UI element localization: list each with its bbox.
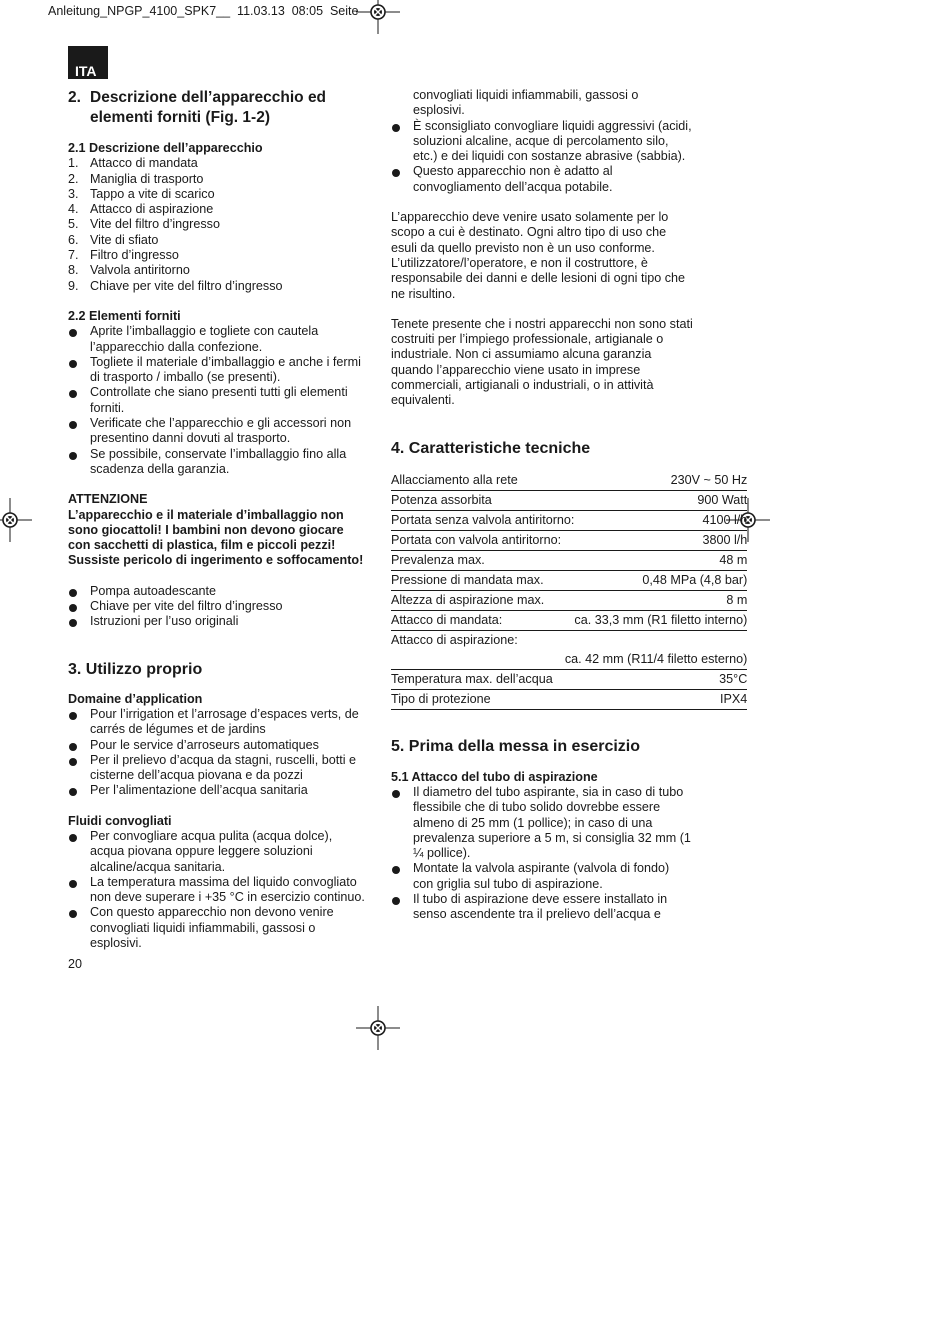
specs-table bbox=[391, 471, 747, 710]
list-item bbox=[68, 416, 368, 447]
item-text: Il tubo di aspirazione deve essere installato in senso ascendente tra il prelievo dell’acqua e bbox=[413, 892, 668, 922]
spec-key: Tipo di protezione bbox=[391, 691, 491, 706]
item-text: Istruzioni per l’uso originali bbox=[90, 614, 239, 629]
bullet-icon bbox=[69, 880, 77, 888]
fluids-list bbox=[68, 828, 368, 951]
spec-value: IPX4 bbox=[720, 691, 748, 706]
table-row bbox=[391, 530, 747, 550]
list-item bbox=[391, 861, 693, 892]
bullet-icon bbox=[392, 866, 400, 874]
bullet-icon bbox=[69, 712, 77, 720]
list-item bbox=[68, 217, 368, 232]
table-row bbox=[391, 610, 747, 630]
supplied-steps-list bbox=[68, 324, 368, 477]
page-number: 20 bbox=[68, 957, 83, 971]
item-label: Attacco di mandata bbox=[90, 156, 198, 171]
item-text: Controllate che siano presenti tutti gli elementi forniti. bbox=[90, 385, 348, 415]
bullet-icon bbox=[392, 169, 400, 177]
item-number: 8. bbox=[68, 263, 79, 278]
item-text: Montate la valvola aspirante (valvola di fondo) con griglia sul tubo di aspirazione. bbox=[413, 861, 670, 891]
table-row bbox=[391, 570, 747, 590]
supplied-items-list bbox=[68, 584, 368, 630]
parts-list bbox=[68, 156, 368, 294]
spec-key: Portata senza valvola antiritorno: bbox=[391, 512, 575, 527]
item-number: 6. bbox=[68, 232, 79, 247]
item-text: Per l’alimentazione dell’acqua sanitaria bbox=[90, 783, 308, 798]
item-label: Vite del filtro d’ingresso bbox=[90, 217, 220, 232]
table-row bbox=[391, 590, 747, 610]
item-text: È sconsigliato convogliare liquidi aggressivi (acidi, soluzioni alcaline, acque di percolamento silo, etc.) e dei liquidi con sostanze abrasive (sabbia). bbox=[413, 118, 692, 164]
item-text: Il diametro del tubo aspirante, sia in caso di tubo flessibile che di tubo solido dovrebbe essere almeno di 25 mm (1 pollice); in caso di una prevalenza superiore a 5 m, si consiglia 32 mm (1 ¼ pollice). bbox=[413, 784, 691, 861]
list-item bbox=[68, 584, 368, 599]
list-item bbox=[68, 385, 368, 416]
right-column bbox=[391, 88, 748, 923]
item-text: Per convogliare acqua pulita (acqua dolce), acqua piovana oppure leggere soluzioni alcaline/acqua sanitaria. bbox=[90, 828, 333, 874]
bullet-icon bbox=[69, 421, 77, 429]
list-item bbox=[68, 753, 368, 784]
suction-cell bbox=[391, 630, 747, 669]
item-label: Chiave per vite del filtro d’ingresso bbox=[90, 278, 283, 293]
spec-value: 4100 l/h bbox=[702, 512, 748, 527]
language-tab: ITA bbox=[68, 46, 108, 79]
spec-key: Pressione di mandata max. bbox=[391, 572, 544, 587]
item-label: Valvola antiritorno bbox=[90, 263, 190, 278]
item-number: 9. bbox=[68, 278, 79, 293]
table-row bbox=[391, 490, 747, 510]
bullet-icon bbox=[69, 910, 77, 918]
item-text: Per il prelievo d’acqua da stagni, ruscelli, botti e cisterne dell’acqua piovana e da pozzi bbox=[90, 752, 357, 783]
list-item bbox=[68, 875, 368, 906]
bullet-icon bbox=[69, 788, 77, 796]
suction-hose-list bbox=[391, 785, 693, 923]
warning-text: L’apparecchio e il materiale d’imballaggio non sono giocattoli! I bambini non devono giocare con sacchetti di plastica, film e piccoli pezzi! Sussiste pericolo di ingerimento e soffocamento! bbox=[68, 507, 364, 568]
list-item bbox=[391, 785, 693, 861]
spec-key: Potenza assorbita bbox=[391, 492, 492, 507]
list-item bbox=[68, 263, 368, 278]
bullet-icon bbox=[69, 758, 77, 766]
item-text: Togliete il materiale d’imballaggio e anche i fermi di trasporto / imballo (se presenti). bbox=[90, 354, 361, 385]
item-text: Aprite l’imballaggio e togliete con cautela l’apparecchio dalla confezione. bbox=[90, 324, 319, 354]
item-number: 5. bbox=[68, 217, 79, 232]
list-item bbox=[68, 738, 368, 753]
table-row bbox=[391, 630, 747, 669]
fluids-list-continued bbox=[391, 119, 693, 195]
item-text: Chiave per vite del filtro d’ingresso bbox=[90, 599, 283, 614]
fluids-continuation: convogliati liquidi infiammabili, gassosi o esplosivi. bbox=[413, 88, 639, 118]
slug-time: 08:05 bbox=[291, 4, 324, 18]
section-2-heading bbox=[68, 88, 368, 127]
section-4-title: 4. Caratteristiche tecniche bbox=[391, 439, 591, 457]
list-item bbox=[68, 172, 368, 187]
list-item bbox=[68, 202, 368, 217]
slug-filename: Anleitung_NPGP_4100_SPK7__ bbox=[48, 4, 231, 18]
fluids-title: Fluidi convogliati bbox=[68, 813, 172, 828]
subsection-2-2-title: 2.2 Elementi forniti bbox=[68, 308, 181, 323]
bullet-icon bbox=[69, 604, 77, 612]
spec-key: Altezza di aspirazione max. bbox=[391, 592, 545, 607]
spec-value: ca. 42 mm (R11/4 filetto esterno) bbox=[564, 651, 748, 666]
section-2-title bbox=[90, 88, 326, 127]
application-title: Domaine d’application bbox=[68, 691, 203, 706]
item-number: 2. bbox=[68, 171, 79, 186]
item-text: Verificate che l’apparecchio e gli accessori non presentino danni dovuti al trasporto. bbox=[90, 416, 352, 446]
table-row bbox=[391, 689, 747, 709]
section-2-number: 2. bbox=[68, 89, 81, 106]
section-5-title: 5. Prima della messa in esercizio bbox=[391, 737, 641, 755]
bullet-icon bbox=[392, 790, 400, 798]
warning-title: ATTENZIONE bbox=[68, 492, 148, 507]
item-text: Pompa autoadescante bbox=[90, 583, 217, 598]
bullet-icon bbox=[69, 452, 77, 460]
registration-mark-icon bbox=[356, 1006, 400, 1050]
application-list bbox=[68, 707, 368, 799]
spec-value: 3800 l/h bbox=[702, 532, 748, 547]
spec-key: Prevalenza max. bbox=[391, 552, 485, 567]
bullet-icon bbox=[392, 897, 400, 905]
print-slug bbox=[48, 4, 358, 19]
registration-mark-icon bbox=[356, 0, 400, 34]
item-text: Pour le service d’arroseurs automatiques bbox=[90, 737, 319, 752]
table-row bbox=[391, 510, 747, 530]
list-item bbox=[68, 248, 368, 263]
spec-value: 35°C bbox=[719, 671, 748, 686]
bullet-icon bbox=[69, 743, 77, 751]
bullet-icon bbox=[69, 589, 77, 597]
bullet-icon bbox=[69, 360, 77, 368]
registration-mark-icon bbox=[0, 498, 32, 542]
warranty-paragraph: Tenete presente che i nostri apparecchi non sono stati costruiti per l’impiego professionale, artigianale o industriale. Non ci assumiamo alcuna garanzia quando l’apparecchio viene usato in imprese commerciali, artigianali o industriali, o in attività equivalenti. bbox=[391, 316, 693, 408]
item-text: Se possibile, conservate l’imballaggio fino alla scadenza della garanzia. bbox=[90, 446, 347, 476]
list-item bbox=[391, 164, 693, 195]
spec-value: 0,48 MPa (4,8 bar) bbox=[642, 572, 748, 587]
subsection-2-1-title: 2.1 Descrizione dell’apparecchio bbox=[68, 141, 263, 155]
bullet-icon bbox=[392, 124, 400, 132]
section-2-title-line1: Descrizione dell’apparecchio ed bbox=[90, 89, 327, 106]
list-item bbox=[68, 783, 368, 798]
spec-value: 8 m bbox=[726, 592, 748, 607]
intended-use-paragraph: L’apparecchio deve venire usato solamente per lo scopo a cui è destinato. Ogni altro tipo di uso che esuli da quello previsto non è un uso conforme. L’utilizzatore/l’operatore, e non il costruttore, è responsabile dei danni e delle lesioni di ogni tipo che ne risultino. bbox=[391, 210, 686, 301]
list-item bbox=[68, 187, 368, 202]
list-item bbox=[391, 119, 693, 165]
bullet-icon bbox=[69, 390, 77, 398]
list-item bbox=[68, 447, 368, 478]
spec-key: Allacciamento alla rete bbox=[391, 472, 518, 487]
spec-key: Attacco di aspirazione: bbox=[391, 632, 518, 647]
list-item bbox=[68, 614, 368, 629]
item-number: 3. bbox=[68, 186, 79, 201]
table-row bbox=[391, 550, 747, 570]
table-row bbox=[391, 471, 747, 491]
list-item bbox=[68, 599, 368, 614]
item-text: La temperatura massima del liquido convogliato non deve superare i +35 °C in esercizio continuo. bbox=[90, 874, 365, 905]
item-number: 4. bbox=[68, 202, 79, 217]
item-text: Con questo apparecchio non devono venire convogliati liquidi infiammabili, gassosi o esplosivi. bbox=[90, 905, 334, 951]
spec-key: Portata con valvola antiritorno: bbox=[391, 532, 562, 547]
section-2-title-line2: elementi forniti (Fig. 1-2) bbox=[90, 108, 270, 126]
section-3-title: 3. Utilizzo proprio bbox=[68, 660, 203, 678]
left-column bbox=[68, 88, 368, 951]
bullet-icon bbox=[69, 619, 77, 627]
bullet-icon bbox=[69, 834, 77, 842]
item-label: Vite di sfiato bbox=[90, 232, 159, 247]
bullet-icon bbox=[69, 329, 77, 337]
list-item bbox=[68, 905, 368, 951]
spec-value: 48 m bbox=[719, 552, 748, 567]
item-label: Filtro d’ingresso bbox=[90, 248, 179, 263]
table-row bbox=[391, 669, 747, 689]
list-item bbox=[68, 279, 368, 294]
list-item bbox=[68, 324, 368, 355]
slug-page-label: Seite bbox=[329, 4, 359, 18]
item-text: Pour l’irrigation et l’arrosage d’espaces verts, de carrés de légumes et de jardins bbox=[90, 706, 359, 737]
list-item bbox=[68, 156, 368, 171]
list-item bbox=[68, 233, 368, 248]
item-number: 1. bbox=[68, 156, 79, 171]
spec-value: 900 Watt bbox=[697, 492, 748, 507]
spec-key: Attacco di mandata: bbox=[391, 612, 503, 627]
spec-key: Temperatura max. dell’acqua bbox=[391, 671, 553, 686]
item-label: Attacco di aspirazione bbox=[90, 202, 214, 217]
spec-value: 230V ~ 50 Hz bbox=[670, 472, 748, 487]
list-item bbox=[391, 892, 693, 923]
slug-date: 11.03.13 bbox=[237, 4, 285, 18]
list-item bbox=[68, 829, 368, 875]
item-text: Questo apparecchio non è adatto al convogliamento dell’acqua potabile. bbox=[413, 164, 613, 194]
list-item bbox=[68, 707, 368, 738]
item-number: 7. bbox=[68, 248, 79, 263]
subsection-5-1-title: 5.1 Attacco del tubo di aspirazione bbox=[391, 769, 598, 784]
spec-value: ca. 33,3 mm (R1 filetto interno) bbox=[574, 612, 748, 627]
item-label: Tappo a vite di scarico bbox=[90, 186, 215, 201]
item-label: Maniglia di trasporto bbox=[90, 171, 204, 186]
list-item bbox=[68, 355, 368, 386]
